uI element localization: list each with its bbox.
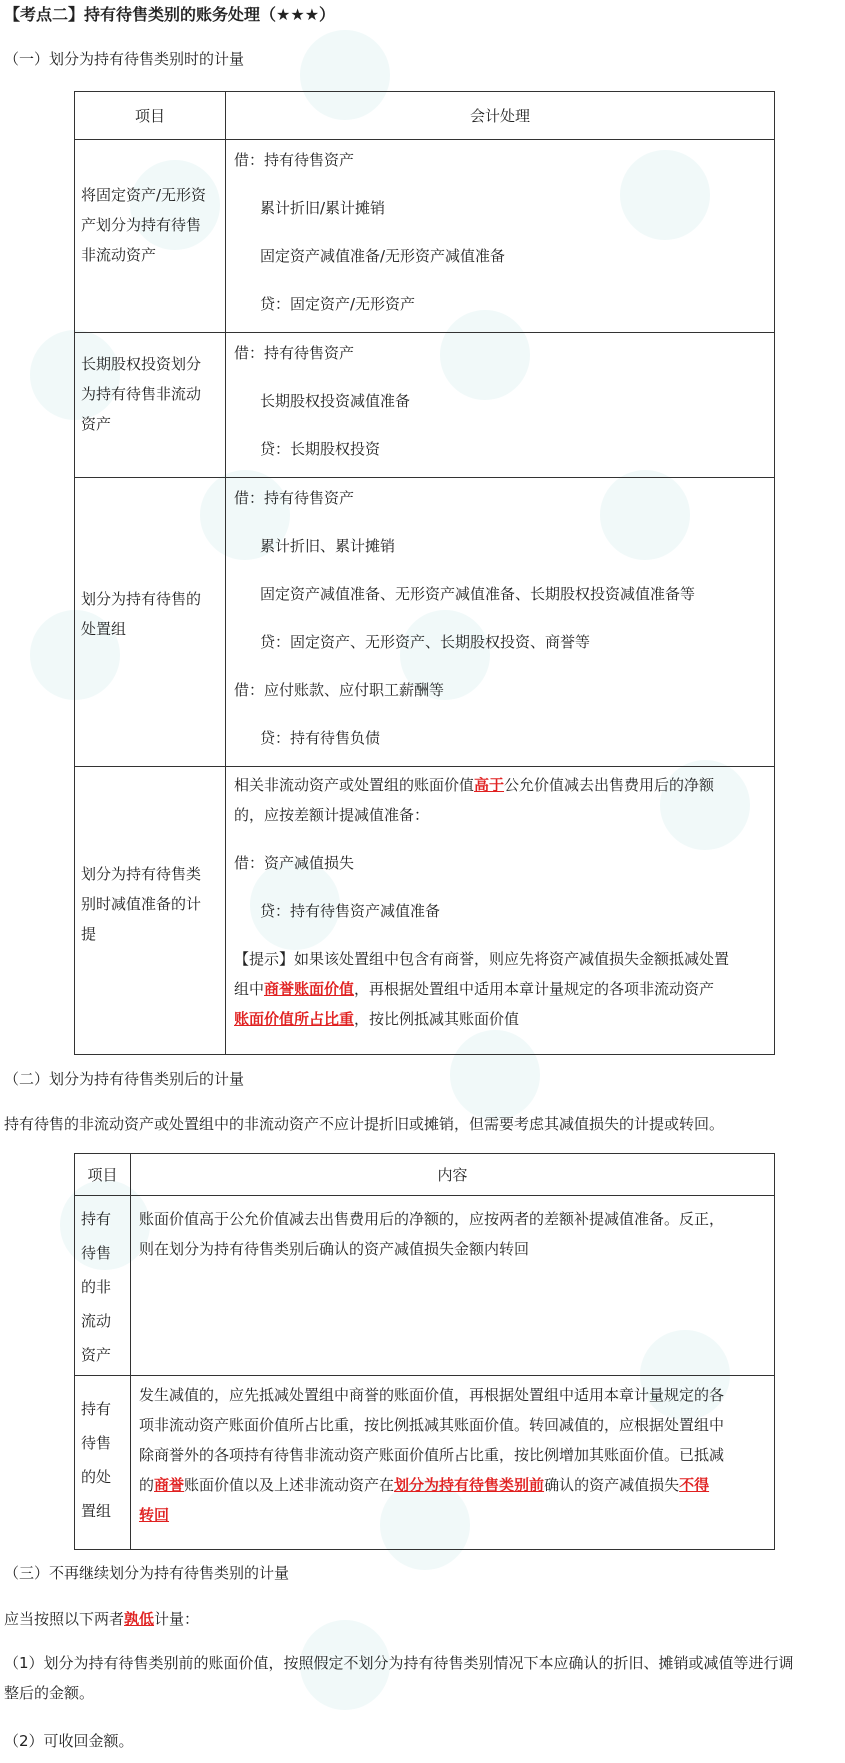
paragraph: （2）可收回金额。	[4, 1732, 134, 1750]
row-item-line: 划分为持有待售类	[81, 865, 202, 883]
highlight-text: 商誉账面价值	[264, 980, 355, 998]
table-row	[75, 767, 226, 1055]
highlight-text: 划分为持有待售类别前	[394, 1476, 545, 1494]
highlight-text: 商誉	[154, 1476, 185, 1494]
row-item-line: 别时减值准备的计	[81, 895, 202, 913]
paragraph: 整后的金额。	[4, 1684, 95, 1702]
row-item-line: 资产	[81, 415, 112, 433]
highlight-text: 高于	[474, 776, 505, 794]
section-heading-1: （一）划分为持有待售类别时的计量	[4, 50, 245, 68]
entry-line: 固定资产减值准备/无形资产减值准备	[260, 247, 506, 265]
entry-line: 借：持有待售资产	[234, 344, 355, 362]
row-item-line: 长期股权投资划分	[81, 355, 202, 373]
tip-line: 组中商誉账面价值，再根据处置组中适用本章计量规定的各项非流动资产	[234, 980, 715, 998]
table-row	[75, 333, 226, 478]
entry-line: 贷：持有待售资产减值准备	[260, 902, 441, 920]
entry-line: 固定资产减值准备、无形资产减值准备、长期股权投资减值准备等	[260, 585, 696, 603]
table-row-content	[226, 333, 775, 478]
table-row-content	[131, 1196, 775, 1376]
row-item-line: 非流动资产	[81, 246, 157, 264]
row-item-line: 持有	[81, 1400, 112, 1418]
table-1-header-treatment: 会计处理	[226, 92, 775, 140]
highlight-text: 孰低	[124, 1610, 155, 1628]
table-row-content	[226, 767, 775, 1055]
section-heading-2: （二）划分为持有待售类别后的计量	[4, 1070, 245, 1088]
section-heading-3: （三）不再继续划分为持有待售类别的计量	[4, 1564, 290, 1582]
tip-line: 账面价值所占比重，按比例抵减其账面价值	[234, 1010, 520, 1028]
row-item-line: 将固定资产/无形资	[81, 186, 207, 204]
table-row	[75, 140, 226, 333]
table-2-header-content: 内容	[131, 1154, 775, 1196]
text-line: 相关非流动资产或处置组的账面价值高于公允价值减去出售费用后的净额	[234, 776, 715, 794]
table-row-content	[131, 1376, 775, 1550]
page-title: 【考点二】持有待售类别的账务处理（★★★）	[4, 5, 336, 24]
row-item-line: 处置组	[81, 620, 127, 638]
text-line: 除商誉外的各项持有待售非流动资产账面价值所占比重，按比例增加其账面价值。已抵减	[139, 1446, 725, 1464]
table-row	[75, 478, 226, 767]
table-row	[75, 1376, 131, 1550]
highlight-text: 账面价值所占比重	[234, 1010, 355, 1028]
table-1-header-item: 项目	[75, 92, 226, 140]
paragraph: （1）划分为持有待售类别前的账面价值，按照假定不划分为持有待售类别情况下本应确认的折旧、摊销或减值等进行调	[4, 1654, 794, 1672]
row-item-line: 置组	[81, 1502, 112, 1520]
row-item-line: 产划分为持有待售	[81, 216, 202, 234]
text-line: 项非流动资产账面价值所占比重，按比例抵减其账面价值。转回减值的，应根据处置组中	[139, 1416, 725, 1434]
table-row-content	[226, 140, 775, 333]
text-line: 则在划分为持有待售类别后确认的资产减值损失金额内转回	[139, 1240, 530, 1258]
text-line: 账面价值高于公允价值减去出售费用后的净额的，应按两者的差额补提减值准备。反正，	[139, 1210, 725, 1228]
highlight-text: 不得	[679, 1476, 710, 1494]
row-item-line: 流动	[81, 1312, 112, 1330]
entry-line: 贷：长期股权投资	[260, 440, 381, 458]
text-line: 的，应按差额计提减值准备：	[234, 806, 430, 824]
tip-line: 【提示】如果该处置组中包含有商誉，则应先将资产减值损失金额抵减处置	[234, 950, 730, 968]
table-1	[74, 91, 775, 1055]
row-item-line: 资产	[81, 1346, 112, 1364]
text-line: 的商誉账面价值以及上述非流动资产在划分为持有待售类别前确认的资产减值损失不得	[139, 1476, 710, 1494]
text-line	[139, 1504, 169, 1525]
highlight-text: 转回	[139, 1506, 170, 1524]
entry-line: 贷：持有待售负债	[260, 729, 381, 747]
row-item-line: 持有	[81, 1210, 112, 1228]
table-row-content	[226, 478, 775, 767]
row-item-line: 为持有待售非流动	[81, 385, 202, 403]
entry-line: 借：应付账款、应付职工薪酬等	[234, 681, 445, 699]
entry-line: 借：资产减值损失	[234, 854, 355, 872]
entry-line: 长期股权投资减值准备	[260, 392, 411, 410]
row-item-line: 待售	[81, 1434, 112, 1452]
entry-line: 累计折旧/累计摊销	[260, 199, 386, 217]
row-item-line: 提	[81, 925, 97, 943]
entry-line: 借：持有待售资产	[234, 489, 355, 507]
table-2	[74, 1153, 775, 1550]
paragraph: 持有待售的非流动资产或处置组中的非流动资产不应计提折旧或摊销，但需要考虑其减值损失的计提或转回。	[4, 1115, 725, 1133]
row-item-line: 划分为持有待售的	[81, 590, 202, 608]
row-item-line: 的处	[81, 1468, 112, 1486]
row-item-line: 待售	[81, 1244, 112, 1262]
entry-line: 累计折旧、累计摊销	[260, 537, 396, 555]
row-item-line: 的非	[81, 1278, 112, 1296]
entry-line: 贷：固定资产/无形资产	[260, 295, 416, 313]
table-2-header-item: 项目	[75, 1154, 131, 1196]
entry-line: 贷：固定资产、无形资产、长期股权投资、商誉等	[260, 633, 591, 651]
paragraph: 应当按照以下两者孰低计量：	[4, 1610, 200, 1628]
text-line: 发生减值的，应先抵减处置组中商誉的账面价值，再根据处置组中适用本章计量规定的各	[139, 1386, 725, 1404]
table-row	[75, 1196, 131, 1376]
entry-line: 借：持有待售资产	[234, 151, 355, 169]
